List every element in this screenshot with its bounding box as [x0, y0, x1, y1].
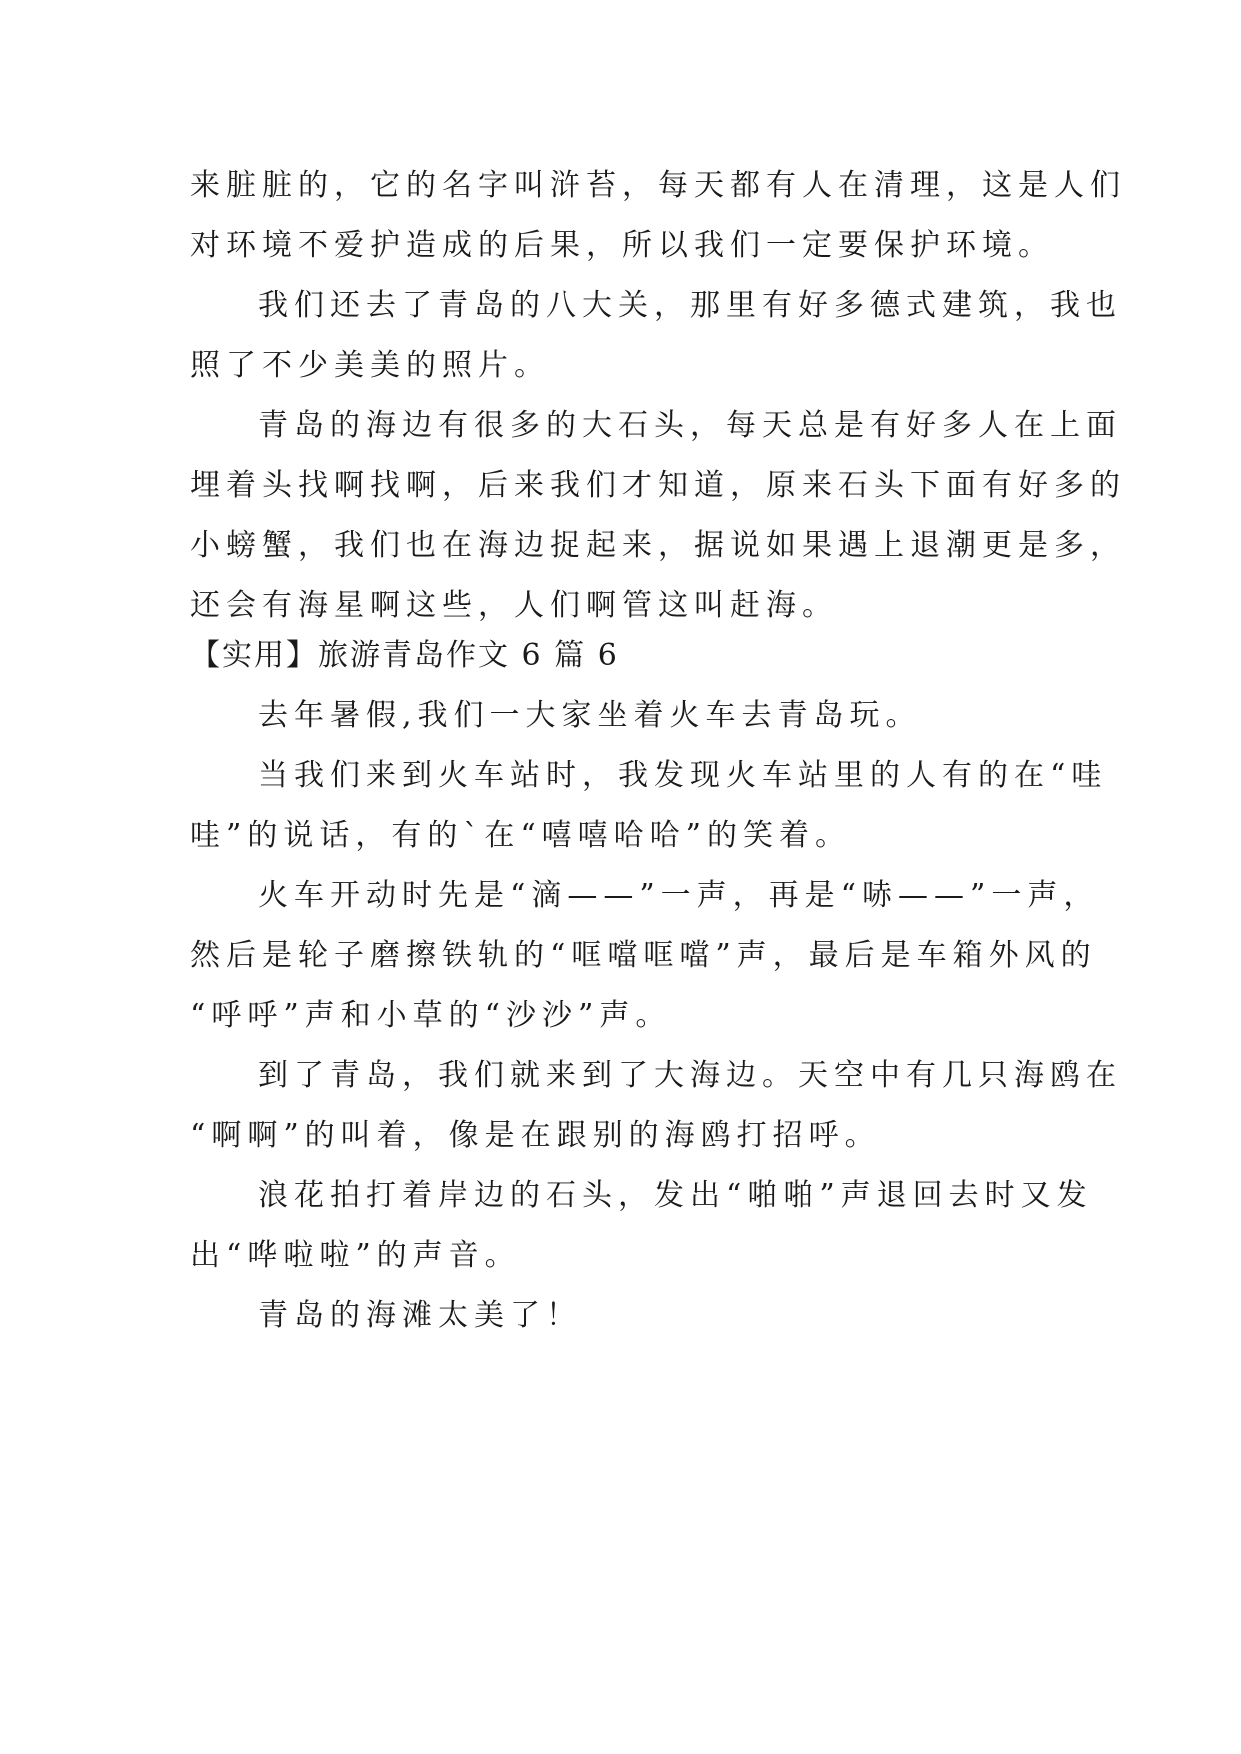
text-line: “啊啊”的叫着，像是在跟别的海鸥打招呼。	[190, 1118, 881, 1153]
text-line: “呼呼”声和小草的“沙沙”声。	[190, 998, 672, 1033]
text-line: 然后是轮子磨擦铁轨的“哐噹哐噹”声，最后是车箱外风的	[190, 938, 1097, 973]
paragraph-start: 当我们来到火车站时，我发现火车站里的人有的在“哇	[258, 758, 1108, 793]
text-line: 对环境不爱护造成的后果，所以我们一定要保护环境。	[190, 228, 1054, 263]
text-line: 哇”的说话，有的`在“嘻嘻哈哈”的笑着。	[190, 818, 852, 853]
section-heading: 【实用】旅游青岛作文 6 篇 6	[190, 638, 619, 673]
text-line: 出“哗啦啦”的声音。	[190, 1238, 521, 1273]
text-line: 埋着头找啊找啊，后来我们才知道，原来石头下面有好多的	[190, 468, 1126, 503]
text-line: 小螃蟹，我们也在海边捉起来，据说如果遇上退潮更是多，	[190, 528, 1126, 563]
paragraph-start: 浪花拍打着岸边的石头，发出“啪啪”声退回去时又发	[258, 1178, 1093, 1213]
paragraph-start: 到了青岛，我们就来到了大海边。天空中有几只海鸥在	[258, 1058, 1122, 1093]
paragraph-start: 火车开动时先是“滴——”一声，再是“哧——”一声，	[258, 878, 1100, 913]
paragraph-start: 我们还去了青岛的八大关，那里有好多德式建筑，我也	[258, 288, 1122, 323]
text-line: 还会有海星啊这些，人们啊管这叫赶海。	[190, 588, 838, 623]
paragraph-start: 青岛的海滩太美了！	[258, 1298, 582, 1333]
text-line: 来脏脏的，它的名字叫浒苔，每天都有人在清理，这是人们	[190, 168, 1126, 203]
text-line: 照了不少美美的照片。	[190, 348, 550, 383]
paragraph-start: 青岛的海边有很多的大石头，每天总是有好多人在上面	[258, 408, 1122, 443]
paragraph-start: 去年暑假,我们一大家坐着火车去青岛玩。	[258, 698, 922, 733]
